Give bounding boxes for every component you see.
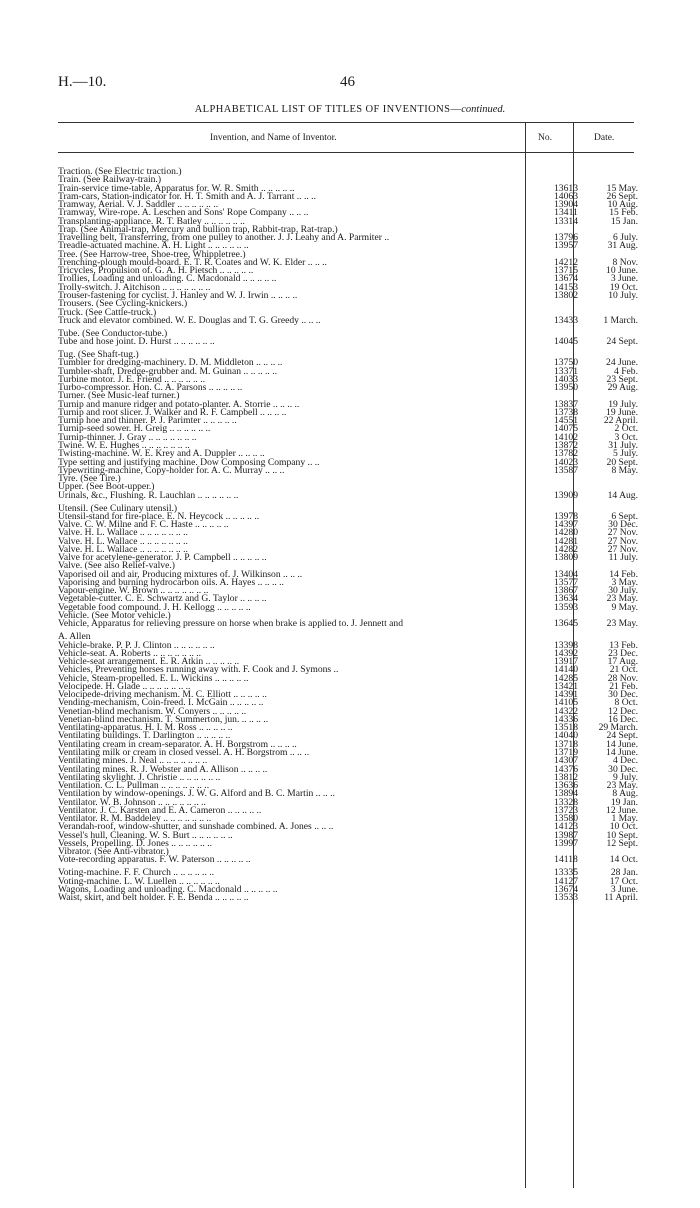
patent-date: 1 March. <box>603 314 638 326</box>
patent-number: 13636 <box>554 780 578 792</box>
patent-date: 27 Nov. <box>607 527 638 539</box>
patent-date: 28 Jan. <box>610 867 638 879</box>
list-item <box>58 337 636 350</box>
patent-date: 9 July. <box>613 771 638 783</box>
patent-number: 14118 <box>554 854 578 866</box>
patent-number: 14127 <box>554 875 578 887</box>
patent-date: 27 Nov. <box>607 543 638 555</box>
patent-number: 13894 <box>554 788 578 800</box>
page-title <box>0 104 700 115</box>
patent-number: 13433 <box>554 314 578 326</box>
patent-date: 3 Oct. <box>614 431 638 443</box>
patent-number: 14033 <box>554 373 578 385</box>
patent-date: 8 Nov. <box>612 256 638 268</box>
patent-date: 23 Sept. <box>606 373 638 385</box>
column-header-number: No. <box>538 133 552 143</box>
patent-date: 10 Sept. <box>606 829 638 841</box>
invention-title: Velocipede. H. Glade .. .. .. .. .. .. .. <box>58 680 191 692</box>
invention-title: Valve. (See also Relief-valve.) <box>58 560 175 572</box>
invention-title: Vegetable food compound. J. H. Kellogg .. .. .. .. .. <box>58 601 251 613</box>
patent-date: 14 June. <box>606 738 638 750</box>
patent-number: 14392 <box>554 647 578 659</box>
invention-title: Vegetable-cutter. C. E. Schwartz and G. Taylor .. .. .. .. <box>58 593 267 605</box>
patent-number: 13411 <box>554 207 578 219</box>
patent-date: 24 Sept. <box>606 336 638 348</box>
invention-title: Ventilator. W. B. Johnson .. .. .. .. .. .. .. <box>58 796 206 808</box>
patent-number: 13872 <box>554 439 578 451</box>
invention-title: Ventilating cream in cream-separator. A. H. Borgstrom .. .. .. .. <box>58 738 297 750</box>
patent-number: 13802 <box>554 289 578 301</box>
patent-number: 13613 <box>554 182 578 194</box>
patent-date: 10 June. <box>606 265 638 277</box>
patent-date: 23 Dec. <box>608 647 638 659</box>
column-header-date: Date. <box>594 133 615 143</box>
invention-title: Ventilating skylight. J. Christie .. .. .. .. .. .. <box>58 771 221 783</box>
invention-title: Typewriting-machine, Copy-holder for. A. C. Murray .. .. .. <box>58 464 285 476</box>
patent-number: 14063 <box>554 190 578 202</box>
patent-date: 6 July. <box>613 232 638 244</box>
invention-title: Truck and elevator combined. W. E. Douglas and T. G. Greedy .. .. .. <box>58 314 321 326</box>
patent-date: 21 Feb. <box>609 680 638 692</box>
patent-number: 14336 <box>554 713 578 725</box>
patent-date: 23 May. <box>606 780 638 792</box>
patent-number: 14140 <box>554 664 578 676</box>
document-reference: H.—10. <box>58 74 107 90</box>
patent-date: 30 Dec. <box>608 763 638 775</box>
patent-number: 13533 <box>554 892 578 904</box>
patent-number: 13723 <box>554 804 578 816</box>
patent-date: 8 May. <box>611 464 638 476</box>
patent-date: 3 May. <box>611 576 638 588</box>
patent-number: 14282 <box>554 543 578 555</box>
invention-title: Train-service time-table, Apparatus for. W. R. Smith .. .. .. .. .. <box>58 182 295 194</box>
patent-date: 27 Nov. <box>607 535 638 547</box>
invention-title: Vehicle. (See Motor vehicle.) <box>58 610 171 622</box>
patent-number: 14307 <box>554 755 578 767</box>
invention-title: Trouser-fastening for cyclist. J. Hanley and W. J. Irwin .. .. .. .. <box>58 289 298 301</box>
invention-title: Twisting-machine. W. E. Krey and A. Duppler .. .. .. .. <box>58 448 265 460</box>
invention-title: Ventilation by window-openings. J. W. G. Alford and B. C. Martin .. .. .. <box>58 788 335 800</box>
invention-title: Tube. (See Conductor-tube.) <box>58 327 168 339</box>
invention-title: Ventilating mines. R. J. Webster and A. Allison .. .. .. .. <box>58 763 268 775</box>
patent-date: 23 May. <box>606 593 638 605</box>
patent-number: 13518 <box>554 722 578 734</box>
invention-title: Venetian-blind mechanism. W. Conyers .. .. .. .. .. <box>58 705 247 717</box>
invention-title: Trolly-switch. J. Aitchison .. .. .. .. .. .. .. <box>58 281 211 293</box>
patent-number: 13593 <box>554 601 578 613</box>
page-title-main: ALPHABETICAL LIST OF TITLES OF INVENTIONS— <box>194 104 462 115</box>
patent-number: 14322 <box>554 705 578 717</box>
patent-number: 13837 <box>554 398 578 410</box>
patent-date: 15 Jan. <box>610 215 638 227</box>
patent-number: 13950 <box>554 382 578 394</box>
patent-date: 12 Sept. <box>606 837 638 849</box>
invention-title: Tricycles, Propulsion of. G. A. H. Pietsch .. .. .. .. .. <box>58 265 254 277</box>
patent-date: 19 Oct. <box>609 281 638 293</box>
list-item <box>58 316 636 329</box>
patent-number: 13577 <box>554 576 578 588</box>
invention-title: Transplanting-appliance. R. T. Batley .. .. .. .. .. .. <box>58 215 245 227</box>
invention-title: Venetian-blind mechanism. T. Summerton, jun. .. .. .. .. <box>58 713 269 725</box>
invention-title: Turnip and root slicer. J. Walker and R. F. Campbell .. .. .. .. <box>58 406 287 418</box>
page-number: 46 <box>340 74 355 90</box>
invention-title: Vehicles, Preventing horses running away with. F. Cook and J. Symons .. <box>58 664 339 676</box>
patent-date: 30 Dec. <box>608 519 638 531</box>
patent-number: 13674 <box>554 883 578 895</box>
invention-title: Turbo-compressor. Hon. C. A. Parsons .. .. .. .. .. <box>58 382 243 394</box>
patent-number: 13987 <box>554 829 578 841</box>
patent-number: 13738 <box>554 406 578 418</box>
patent-date: 31 July. <box>608 439 638 451</box>
patent-date: 9 May. <box>611 601 638 613</box>
patent-date: 3 June. <box>610 883 638 895</box>
list-item <box>58 892 638 904</box>
invention-title: Vehicle-seat arrangement. E. R. Atkin .. .. .. .. .. <box>58 656 240 668</box>
patent-date: 13 Feb. <box>609 639 638 651</box>
patent-date: 10 Aug. <box>607 199 638 211</box>
invention-title: Turnip hoe and thinner. P. J. Parimter .. .. .. .. .. <box>58 415 237 427</box>
patent-number: 13371 <box>554 365 578 377</box>
invention-title: Voting-machine. F. F. Church .. .. .. .. .. .. <box>58 867 215 879</box>
invention-title: Type setting and justifying machine. Dow Composing Company .. .. <box>58 456 320 468</box>
invention-title: Turbine motor. J. E. Friend .. .. .. .. .. .. <box>58 373 206 385</box>
patent-date: 12 Dec. <box>608 705 638 717</box>
patent-date: 17 Aug. <box>607 656 638 668</box>
patent-date: 14 Oct. <box>609 854 638 866</box>
invention-title: Utensil-stand for fire-place. E. N. Heycock .. .. .. .. .. <box>58 510 260 522</box>
patent-number: 14045 <box>554 336 578 348</box>
patent-date: 11 July. <box>608 552 638 564</box>
invention-title: Trap. (See Animal-trap, Mercury and bullion trap, Rabbit-trap, Rat-trap.) <box>58 223 338 235</box>
invention-title: Vessels, Propelling. D. Jones .. .. .. .. .. .. <box>58 837 213 849</box>
header-rule-top <box>58 122 634 123</box>
column-header-invention: Invention, and Name of Inventor. <box>210 133 337 143</box>
invention-title: Verandah-roof, window-shutter, and sunshade combined. A. Jones .. .. .. <box>58 821 334 833</box>
patent-number: 14551 <box>554 415 578 427</box>
patent-number: 13809 <box>554 552 578 564</box>
patent-number: 14285 <box>554 672 578 684</box>
invention-title: Vehicle-brake. P. P. J. Clinton .. .. .. .. .. .. <box>58 639 215 651</box>
patent-date: 23 May. <box>606 618 638 630</box>
invention-title: Vibrator. (See Anti-vibrator.) <box>58 846 169 858</box>
patent-number: 13718 <box>554 738 578 750</box>
invention-title: Ventilating milk or cream in closed vessel. A. H. Borgstrom .. .. .. <box>58 747 310 758</box>
invention-title: Traction. (See Electric traction.) <box>58 166 182 177</box>
invention-title: Tyre. (See Tire.) <box>58 473 121 485</box>
patent-date: 14 Feb. <box>609 568 638 580</box>
invention-title: Tumbler-shaft, Dredge-grubber and. M. Guinan .. .. .. .. .. <box>58 365 278 377</box>
patent-number: 14397 <box>554 519 578 531</box>
patent-date: 4 Feb. <box>614 365 638 377</box>
patent-date: 3 June. <box>610 273 638 285</box>
invention-title: Tug. (See Shaft-tug.) <box>58 349 139 361</box>
patent-number: 13715 <box>554 265 578 277</box>
patent-number: 13328 <box>554 796 578 808</box>
patent-date: 26 Sept. <box>606 190 638 202</box>
patent-number: 14075 <box>554 423 578 435</box>
patent-number: 14281 <box>554 535 578 547</box>
patent-date: 11 April. <box>604 892 638 904</box>
patent-number: 14023 <box>554 456 578 468</box>
invention-title: Vehicle, Apparatus for relieving pressure on horse when brake is applied to. J. Jennett and <box>58 618 404 630</box>
patent-number: 13421 <box>554 680 578 692</box>
invention-title: Valve. H. L. Wallace .. .. .. .. .. .. .. <box>58 543 188 555</box>
patent-number: 13917 <box>554 656 578 668</box>
patent-number: 13904 <box>554 199 578 211</box>
patent-number: 13404 <box>554 568 578 580</box>
invention-title: Tramway, Aerial. V. J. Saddler .. .. .. .. .. .. <box>58 199 219 211</box>
patent-date: 16 Dec. <box>608 713 638 725</box>
invention-title: Valve for acetylene-generator. J. P. Campbell .. .. .. .. .. <box>58 552 267 564</box>
page-title-suffix: continued. <box>461 104 506 115</box>
patent-number: 13796 <box>554 232 578 244</box>
invention-title: Trousers. (See Cycling-knickers.) <box>58 298 188 310</box>
patent-date: 29 Aug. <box>607 382 638 394</box>
patent-number: 13398 <box>554 639 578 651</box>
invention-title: Turnip and manure ridger and potato-planter. A. Storrie .. .. .. .. <box>58 398 300 410</box>
patent-number: 13634 <box>554 593 578 605</box>
list-item <box>58 466 636 474</box>
invention-title: Vaporised oil and air, Producing mixtures of. J. Wilkinson .. .. .. <box>58 568 303 580</box>
patent-number: 14040 <box>554 730 578 742</box>
patent-date: 8 Oct. <box>614 697 638 709</box>
patent-date: 12 June. <box>606 804 638 816</box>
patent-number: 14376 <box>554 763 578 775</box>
list-item <box>58 491 636 504</box>
patent-date: 24 June. <box>606 357 638 369</box>
invention-title: Velocipede-driving mechanism. M. C. Elliott .. .. .. .. .. <box>58 689 267 701</box>
invention-title: Tube and hose joint. D. Hurst .. .. .. .. .. .. <box>58 336 215 348</box>
invention-title: Upper. (See Boot-upper.) <box>58 481 155 493</box>
patent-date: 24 Sept. <box>606 730 638 742</box>
invention-title: Trollies, Loading and unloading. C. Macdonald .. .. .. .. .. <box>58 273 277 285</box>
invention-title: Utensil. (See Culinary utensil.) <box>58 502 178 514</box>
invention-title: Waist, skirt, and belt holder. F. E. Benda .. .. .. .. .. <box>58 892 249 904</box>
patent-number: 13587 <box>554 464 578 476</box>
patent-date: 30 Dec. <box>608 689 638 701</box>
patent-date: 19 Jan. <box>610 796 638 808</box>
inventions-list <box>58 167 636 902</box>
patent-number: 14105 <box>554 697 578 709</box>
patent-number: 14212 <box>554 256 578 268</box>
patent-number: 14123 <box>554 821 578 833</box>
patent-number: 14391 <box>554 689 578 701</box>
invention-title: Vapour-engine. W. Brown .. .. .. .. .. .. .. <box>58 585 209 597</box>
patent-number: 13867 <box>554 585 578 597</box>
patent-date: 14 June. <box>606 747 638 758</box>
patent-number: 14153 <box>554 281 578 293</box>
patent-date: 8 Aug. <box>612 788 638 800</box>
patent-number: 14280 <box>554 527 578 539</box>
patent-date: 15 Feb. <box>609 207 638 219</box>
invention-title: Tram-cars, Station-indicator for. H. T. Smith and A. J. Tarrant .. .. .. <box>58 190 316 202</box>
patent-date: 5 July. <box>613 448 638 460</box>
patent-date: 14 Aug. <box>607 489 638 501</box>
patent-date: 1 May. <box>611 813 638 825</box>
invention-title: Turnip-thinner. J. Gray .. .. .. .. .. .. .. <box>58 431 197 443</box>
invention-title: Trenching-plough mould-board. E. T. R. Coates and W. K. Elder .. .. .. <box>58 256 327 268</box>
invention-title: Vending-mechanism, Coin-freed. I. McGain .. .. .. .. .. <box>58 697 264 709</box>
invention-title: Voting-machine. L. W. Luellen .. .. .. .. .. .. <box>58 875 220 887</box>
patent-number: 14102 <box>554 431 578 443</box>
header-rule-bottom <box>58 152 634 153</box>
invention-title: A. Allen <box>58 631 91 643</box>
patent-date: 17 Oct. <box>609 875 638 887</box>
patent-date: 4 Dec. <box>612 755 638 767</box>
invention-title: Ventilating-apparatus. H. I. M. Ross .. .. .. .. .. <box>58 722 233 734</box>
patent-number: 13782 <box>554 448 578 460</box>
invention-title: Tramway, Wire-rope. A. Leschen and Sons' Rope Company .. .. .. <box>58 207 309 219</box>
patent-number: 13978 <box>554 510 578 522</box>
patent-date: 28 Nov. <box>607 672 638 684</box>
invention-title: Ventilating mines. J. Neal .. .. .. .. .. .. .. <box>58 755 208 767</box>
invention-title: Ventilator. R. M. Baddeley .. .. .. .. .. .. .. <box>58 813 212 825</box>
patent-date: 20 Sept. <box>606 456 638 468</box>
invention-title: Urinals, &c., Flushing. R. Lauchlan .. .. .. .. .. .. <box>58 489 239 501</box>
invention-title: Travelling belt, Transferring, from one pulley to another. J. J. Leahy and A. Parmiter .. <box>58 232 390 244</box>
patent-number: 13719 <box>554 747 578 758</box>
patent-number: 13335 <box>554 867 578 879</box>
patent-date: 30 July. <box>608 585 638 597</box>
list-item <box>58 619 636 632</box>
invention-title: Valve. C. W. Milne and F. C. Haste .. .. .. .. .. <box>58 519 229 531</box>
invention-title: Treadle-actuated machine. A. H. Light .. .. .. .. .. .. <box>58 240 249 252</box>
patent-number: 13580 <box>554 813 578 825</box>
patent-date: 10 July. <box>608 289 638 301</box>
invention-title: Valve. H. L. Wallace .. .. .. .. .. .. .. <box>58 535 188 547</box>
invention-title: Vaporising and burning hydrocarbon oils. A. Hayes .. .. .. .. <box>58 576 284 588</box>
invention-title: Vehicle, Steam-propelled. E. L. Wickins .. .. .. .. .. <box>58 672 249 684</box>
patent-date: 21 Oct. <box>609 664 638 676</box>
invention-title: Vehicle-seat. A. Roberts .. .. .. .. .. .. .. <box>58 647 202 659</box>
patent-number: 13645 <box>554 618 578 630</box>
invention-title: Wagons, Loading and unloading. C. Macdonald .. .. .. .. .. <box>58 883 278 895</box>
patent-date: 15 May. <box>606 182 638 194</box>
invention-title: Tumbler for dredging-machinery. D. M. Middleton .. .. .. .. <box>58 357 283 369</box>
invention-title: Valve. H. L. Wallace .. .. .. .. .. .. .. <box>58 527 188 539</box>
patent-number: 13812 <box>554 771 578 783</box>
patent-date: 19 July. <box>608 398 638 410</box>
patent-date: 19 June. <box>606 406 638 418</box>
invention-title: Train. (See Railway-train.) <box>58 174 162 186</box>
invention-title: Tree. (See Harrow-tree, Shoe-tree, Whippletree.) <box>58 248 246 260</box>
patent-number: 13674 <box>554 273 578 285</box>
invention-title: Twine. W. E. Hughes .. .. .. .. .. .. .. <box>58 439 190 451</box>
invention-title: Turner. (See Music-leaf turner.) <box>58 390 180 402</box>
patent-date: 10 Oct. <box>609 821 638 833</box>
patent-date: 31 Aug. <box>607 240 638 252</box>
invention-title: Vote-recording apparatus. F. W. Paterson .. .. .. .. .. <box>58 854 251 866</box>
patent-number: 13997 <box>554 837 578 849</box>
invention-title: Ventilating buildings. T. Darlington .. .. .. .. .. <box>58 730 231 742</box>
patent-number: 13957 <box>554 240 578 252</box>
patent-date: 22 April. <box>603 415 638 427</box>
invention-title: Truck. (See Cattle-truck.) <box>58 306 157 318</box>
patent-date: 29 March. <box>598 722 638 734</box>
invention-title: Ventilation. C. L. Pullman .. .. .. .. .. .. .. <box>58 780 210 792</box>
patent-date: 6 Sept. <box>611 510 638 522</box>
patent-number: 13314 <box>554 215 578 227</box>
invention-title: Turnip-seed sower. H. Greig .. .. .. .. .. .. <box>58 423 211 435</box>
patent-number: 13750 <box>554 357 578 369</box>
invention-title: Ventilator. J. C. Karsten and E. A. Cameron .. .. .. .. .. <box>58 804 262 816</box>
patent-date: 2 Oct. <box>614 423 638 435</box>
invention-title: Vessel's hull, Cleaning. W. S. Burt .. .. .. .. .. .. <box>58 829 233 841</box>
patent-number: 13909 <box>554 489 578 501</box>
